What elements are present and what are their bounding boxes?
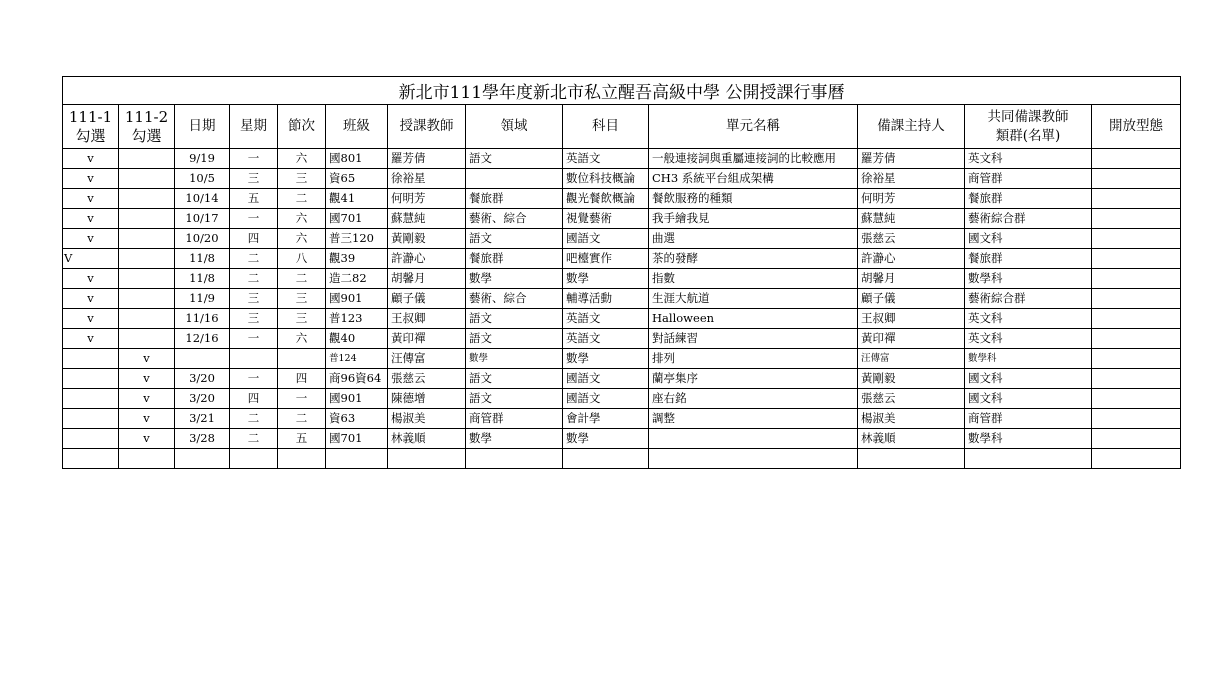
weekday-cell: 一 [230,369,278,389]
teacher-cell: 楊淑美 [388,409,466,429]
header-domain: 領域 [466,105,563,149]
host-cell: 楊淑美 [858,409,965,429]
header-period: 節次 [278,105,326,149]
period-cell [278,449,326,469]
class-cell: 國701 [326,209,388,229]
open-type-cell [1092,309,1181,329]
host-cell: 黃剛毅 [858,369,965,389]
date-cell [175,349,230,369]
open-type-cell [1092,189,1181,209]
subject-cell: 國語文 [563,389,649,409]
teacher-cell: 張慈云 [388,369,466,389]
period-cell: 六 [278,149,326,169]
teacher-cell: 蘇慧純 [388,209,466,229]
table-row [63,289,1181,309]
date-cell: 11/16 [175,309,230,329]
weekday-cell [230,349,278,369]
header-subject: 科目 [563,105,649,149]
subject-cell: 英語文 [563,329,649,349]
domain-cell: 語文 [466,369,563,389]
period-cell [278,349,326,369]
weekday-cell: 一 [230,149,278,169]
unit-cell: 曲選 [649,229,858,249]
period-cell: 三 [278,309,326,329]
host-cell: 羅芳倩 [858,149,965,169]
header-date: 日期 [175,105,230,149]
sem1-check [63,389,119,409]
unit-cell: 茶的發酵 [649,249,858,269]
domain-cell: 語文 [466,329,563,349]
domain-cell: 數學 [466,429,563,449]
open-type-cell [1092,289,1181,309]
unit-cell: 調整 [649,409,858,429]
weekday-cell: 四 [230,389,278,409]
open-type-cell [1092,169,1181,189]
weekday-cell: 二 [230,429,278,449]
host-cell: 王叔卿 [858,309,965,329]
host-cell: 顧子儀 [858,289,965,309]
class-cell: 觀39 [326,249,388,269]
host-cell: 蘇慧純 [858,209,965,229]
header-weekday: 星期 [230,105,278,149]
sem1-check [63,429,119,449]
domain-cell [466,169,563,189]
date-cell [175,449,230,469]
period-cell: 四 [278,369,326,389]
subject-cell: 會計學 [563,409,649,429]
class-cell: 觀41 [326,189,388,209]
class-cell: 普124 [326,349,388,369]
teacher-cell: 汪傳富 [388,349,466,369]
weekday-cell: 三 [230,169,278,189]
class-cell: 國901 [326,289,388,309]
table-row [63,309,1181,329]
period-cell: 六 [278,209,326,229]
header-teacher: 授課教師 [388,105,466,149]
open-type-cell [1092,449,1181,469]
open-type-cell [1092,409,1181,429]
host-cell: 張慈云 [858,229,965,249]
domain-cell: 語文 [466,229,563,249]
sem2-check: v [119,389,175,409]
coteacher-group-cell: 商管群 [965,409,1092,429]
date-cell: 11/8 [175,249,230,269]
domain-cell: 餐旅群 [466,249,563,269]
weekday-cell: 五 [230,189,278,209]
schedule-table [62,76,1181,469]
sem1-check: v [63,269,119,289]
domain-cell: 餐旅群 [466,189,563,209]
class-cell: 國801 [326,149,388,169]
open-type-cell [1092,329,1181,349]
table-row [63,449,1181,469]
sem1-check: v [63,289,119,309]
class-cell: 資65 [326,169,388,189]
sem2-check [119,309,175,329]
date-cell: 3/20 [175,389,230,409]
subject-cell [563,449,649,469]
subject-cell: 觀光餐飲概論 [563,189,649,209]
sem2-check: v [119,409,175,429]
sem2-check [119,209,175,229]
sem1-check [63,409,119,429]
open-type-cell [1092,349,1181,369]
period-cell: 五 [278,429,326,449]
teacher-cell: 黃剛毅 [388,229,466,249]
table-row [63,169,1181,189]
unit-cell: Halloween [649,309,858,329]
date-cell: 9/19 [175,149,230,169]
subject-cell: 輔導活動 [563,289,649,309]
unit-cell [649,429,858,449]
sem1-check: v [63,229,119,249]
class-cell: 資63 [326,409,388,429]
header-sem1: 111-1 勾選 [63,105,119,149]
coteacher-group-cell: 餐旅群 [965,189,1092,209]
domain-cell: 商管群 [466,409,563,429]
sem1-check: v [63,329,119,349]
unit-cell [649,449,858,469]
header-class: 班級 [326,105,388,149]
unit-cell: 一般連接詞與重屬連接詞的比較應用 [649,149,858,169]
unit-cell: 蘭亭集序 [649,369,858,389]
sem2-check [119,269,175,289]
teacher-cell [388,449,466,469]
teacher-cell: 王叔卿 [388,309,466,329]
open-type-cell [1092,269,1181,289]
period-cell: 一 [278,389,326,409]
domain-cell: 數學 [466,349,563,369]
teacher-cell: 陳德增 [388,389,466,409]
table-row [63,389,1181,409]
coteacher-group-cell: 數學科 [965,429,1092,449]
date-cell: 11/8 [175,269,230,289]
table-row [63,369,1181,389]
class-cell: 國701 [326,429,388,449]
subject-cell: 數學 [563,349,649,369]
class-cell: 普三120 [326,229,388,249]
host-cell: 黃印禪 [858,329,965,349]
open-type-cell [1092,369,1181,389]
header-open-type: 開放型態 [1092,105,1181,149]
open-type-cell [1092,249,1181,269]
unit-cell: 排列 [649,349,858,369]
table-row [63,269,1181,289]
period-cell: 三 [278,169,326,189]
date-cell: 3/28 [175,429,230,449]
teacher-cell: 徐裕星 [388,169,466,189]
sem2-check [119,189,175,209]
teacher-cell: 胡馨月 [388,269,466,289]
class-cell: 普123 [326,309,388,329]
table-row [63,189,1181,209]
domain-cell: 藝術、綜合 [466,289,563,309]
coteacher-group-cell: 國文科 [965,369,1092,389]
unit-cell: 我手繪我見 [649,209,858,229]
date-cell: 10/5 [175,169,230,189]
coteacher-group-cell: 英文科 [965,329,1092,349]
weekday-cell: 一 [230,329,278,349]
table-row [63,229,1181,249]
period-cell: 二 [278,269,326,289]
coteacher-group-cell: 藝術綜合群 [965,289,1092,309]
class-cell: 觀40 [326,329,388,349]
period-cell: 六 [278,229,326,249]
sem1-check: v [63,309,119,329]
sem2-check: v [119,429,175,449]
date-cell: 11/9 [175,289,230,309]
weekday-cell: 三 [230,289,278,309]
domain-cell: 語文 [466,309,563,329]
open-type-cell [1092,149,1181,169]
open-type-cell [1092,429,1181,449]
host-cell: 汪傳富 [858,349,965,369]
date-cell: 10/20 [175,229,230,249]
class-cell [326,449,388,469]
header-host: 備課主持人 [858,105,965,149]
weekday-cell: 三 [230,309,278,329]
subject-cell: 數學 [563,269,649,289]
sem2-check [119,289,175,309]
weekday-cell: 一 [230,209,278,229]
header-coteachers: 共同備課教師 類群(名單) [965,105,1092,149]
coteacher-group-cell: 英文科 [965,309,1092,329]
coteacher-group-cell: 國文科 [965,389,1092,409]
page-title: 新北市111學年度新北市私立醒吾高級中學 公開授課行事曆 [63,77,1181,105]
coteacher-group-cell: 商管群 [965,169,1092,189]
domain-cell: 語文 [466,149,563,169]
weekday-cell [230,449,278,469]
weekday-cell: 二 [230,409,278,429]
subject-cell: 數學 [563,429,649,449]
sem1-check: v [63,169,119,189]
period-cell: 二 [278,189,326,209]
table-row [63,349,1181,369]
subject-cell: 英語文 [563,309,649,329]
period-cell: 二 [278,409,326,429]
sem2-check [119,149,175,169]
teacher-cell: 許瀞心 [388,249,466,269]
header-unit: 單元名稱 [649,105,858,149]
sem2-check [119,329,175,349]
date-cell: 3/20 [175,369,230,389]
sem1-check: v [63,189,119,209]
coteacher-group-cell: 餐旅群 [965,249,1092,269]
domain-cell: 數學 [466,269,563,289]
date-cell: 12/16 [175,329,230,349]
sem2-check [119,229,175,249]
unit-cell: 生涯大航道 [649,289,858,309]
weekday-cell: 二 [230,269,278,289]
host-cell: 許瀞心 [858,249,965,269]
teacher-cell: 羅芳倩 [388,149,466,169]
sem1-check [63,349,119,369]
open-type-cell [1092,229,1181,249]
sem2-check [119,249,175,269]
table-row [63,209,1181,229]
host-cell: 何明芳 [858,189,965,209]
sem2-check [119,449,175,469]
unit-cell: 座右銘 [649,389,858,409]
unit-cell: 對話練習 [649,329,858,349]
date-cell: 10/17 [175,209,230,229]
date-cell: 3/21 [175,409,230,429]
teacher-cell: 林義順 [388,429,466,449]
teacher-cell: 何明芳 [388,189,466,209]
sem1-check: v [63,209,119,229]
subject-cell: 吧檯實作 [563,249,649,269]
period-cell: 三 [278,289,326,309]
domain-cell: 藝術、綜合 [466,209,563,229]
sem1-check: V [63,249,119,269]
weekday-cell: 四 [230,229,278,249]
subject-cell: 國語文 [563,369,649,389]
unit-cell: 餐飲服務的種類 [649,189,858,209]
date-cell: 10/14 [175,189,230,209]
table-row [63,429,1181,449]
table-row [63,329,1181,349]
subject-cell: 國語文 [563,229,649,249]
coteacher-group-cell [965,449,1092,469]
coteacher-group-cell: 藝術綜合群 [965,209,1092,229]
domain-cell [466,449,563,469]
subject-cell: 視覺藝術 [563,209,649,229]
sem2-check: v [119,369,175,389]
sem1-check: v [63,149,119,169]
weekday-cell: 二 [230,249,278,269]
coteacher-group-cell: 英文科 [965,149,1092,169]
host-cell: 胡馨月 [858,269,965,289]
teacher-cell: 黃印禪 [388,329,466,349]
domain-cell: 語文 [466,389,563,409]
teacher-cell: 顧子儀 [388,289,466,309]
coteacher-group-cell: 國文科 [965,229,1092,249]
period-cell: 六 [278,329,326,349]
unit-cell: 指數 [649,269,858,289]
table-row [63,409,1181,429]
open-type-cell [1092,389,1181,409]
sem2-check: v [119,349,175,369]
period-cell: 八 [278,249,326,269]
class-cell: 造二82 [326,269,388,289]
host-cell [858,449,965,469]
subject-cell: 數位科技概論 [563,169,649,189]
host-cell: 林義順 [858,429,965,449]
unit-cell: CH3 系統平台組成架構 [649,169,858,189]
sem2-check [119,169,175,189]
header-sem2: 111-2 勾選 [119,105,175,149]
host-cell: 張慈云 [858,389,965,409]
sem1-check [63,369,119,389]
table-row [63,149,1181,169]
class-cell: 商96資64 [326,369,388,389]
coteacher-group-cell: 數學科 [965,269,1092,289]
subject-cell: 英語文 [563,149,649,169]
table-row [63,249,1181,269]
host-cell: 徐裕星 [858,169,965,189]
sem1-check [63,449,119,469]
class-cell: 國901 [326,389,388,409]
coteacher-group-cell: 數學科 [965,349,1092,369]
open-type-cell [1092,209,1181,229]
